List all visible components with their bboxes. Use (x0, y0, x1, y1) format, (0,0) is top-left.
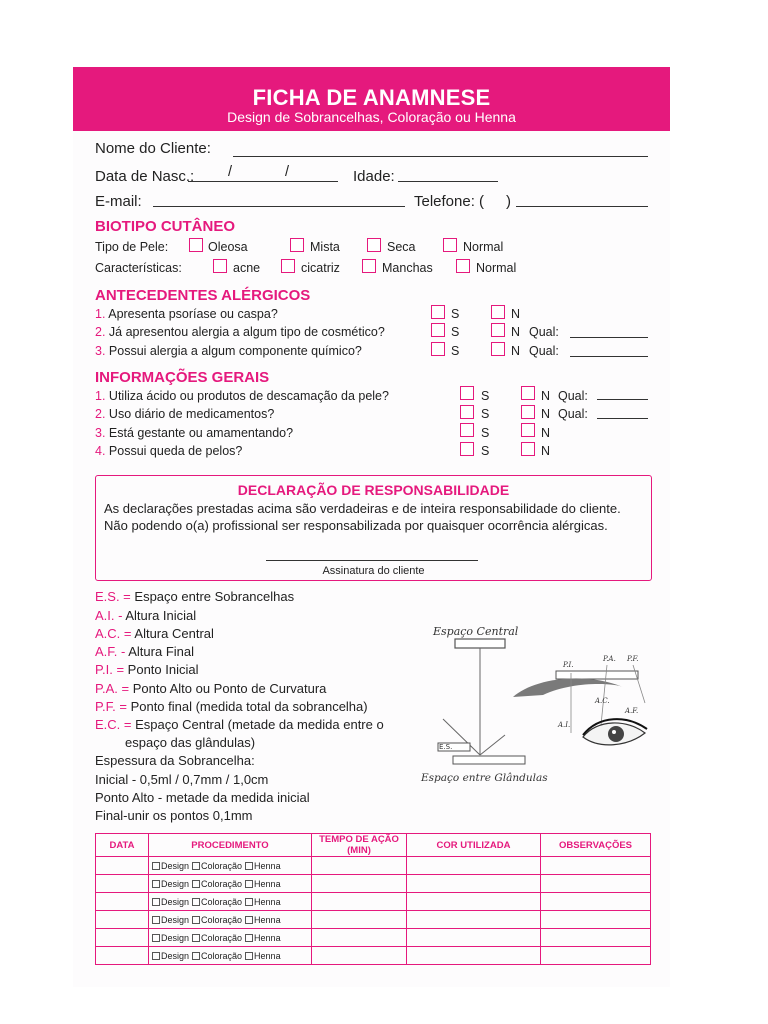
date-cell[interactable] (96, 893, 149, 911)
phone-paren: ) (506, 193, 511, 210)
eye-iris (608, 726, 624, 742)
legend-item: E.C. = Espaço Central (metade da medida entre o (95, 717, 384, 732)
table-row (96, 893, 651, 911)
declaration-title: DECLARAÇÃO DE RESPONSABILIDADE (237, 482, 510, 498)
skin-option: Normal (463, 240, 504, 254)
pa-label: P.A. (603, 655, 616, 663)
af-label: A.F. (625, 707, 639, 715)
action-time-cell[interactable] (312, 929, 407, 947)
trait-acne-checkbox[interactable] (213, 259, 227, 273)
color-cell[interactable] (407, 947, 541, 965)
procedure-option-label: Henna (254, 896, 281, 907)
col-header-notes: OBSERVAÇÕES (541, 834, 651, 857)
anamnesis-form (73, 67, 670, 987)
allergy-3-no-checkbox[interactable] (491, 342, 505, 356)
general-1-no-checkbox[interactable] (521, 386, 535, 400)
general-question-4: 4. Possui queda de pelos? (95, 444, 243, 458)
yes-label: S (451, 344, 460, 358)
procedure-cell (149, 911, 312, 929)
action-time-cell[interactable] (312, 893, 407, 911)
table-row (96, 875, 651, 893)
trait-normal-checkbox[interactable] (456, 259, 470, 273)
procedure-option-label: Design (161, 914, 190, 925)
procedure-option-checkbox[interactable] (152, 880, 160, 888)
procedure-table-body (96, 857, 651, 965)
procedure-option-label: Coloração (201, 914, 243, 925)
general-1-which-field[interactable] (597, 399, 648, 400)
es-label: E.S. (439, 743, 453, 751)
procedure-option-label: Coloração (201, 950, 243, 961)
form-subtitle: Design de Sobrancelhas, Coloração ou Henna (227, 109, 516, 125)
allergy-3-which-field[interactable] (570, 356, 648, 357)
yes-label: S (481, 426, 490, 440)
email-field[interactable] (153, 206, 405, 207)
color-cell[interactable] (407, 857, 541, 875)
general-3-yes-checkbox[interactable] (460, 423, 474, 437)
procedure-option-label: Henna (254, 950, 281, 961)
legend-ec-continuation: espaço das glândulas) (125, 735, 256, 750)
legend-item: A.I. - Altura Inicial (95, 608, 197, 623)
procedure-option-checkbox[interactable] (245, 952, 253, 960)
birth-date-label: Data de Nasc.: (95, 168, 195, 185)
trait-spots-checkbox[interactable] (362, 259, 376, 273)
trait-option: Normal (476, 261, 517, 275)
notes-cell[interactable] (541, 875, 651, 893)
allergy-2-yes-checkbox[interactable] (431, 323, 445, 337)
procedure-option-checkbox[interactable] (192, 916, 200, 924)
which-label: Qual: (558, 389, 588, 403)
procedure-option-checkbox[interactable] (152, 916, 160, 924)
procedure-option-checkbox[interactable] (192, 934, 200, 942)
yes-label: S (481, 407, 490, 421)
allergy-title: ANTECEDENTES ALÉRGICOS (95, 287, 311, 304)
procedure-cell (149, 857, 312, 875)
no-label: N (541, 426, 551, 440)
procedure-option-checkbox[interactable] (245, 880, 253, 888)
legend-item: P.A. = Ponto Alto ou Ponto de Curvatura (95, 681, 327, 696)
no-label: N (541, 389, 551, 403)
action-time-cell[interactable] (312, 911, 407, 929)
general-question-3: 3. Está gestante ou amamentando? (95, 426, 294, 440)
signature-label: Assinatura do cliente (322, 565, 425, 577)
table-row (96, 857, 651, 875)
yes-label: S (481, 389, 490, 403)
allergy-2-which-field[interactable] (570, 337, 648, 338)
general-2-no-checkbox[interactable] (521, 405, 535, 419)
skin-option: Seca (387, 240, 416, 254)
brow-length-marker (556, 671, 638, 679)
procedure-option-checkbox[interactable] (245, 934, 253, 942)
color-cell[interactable] (407, 875, 541, 893)
procedure-option-label: Coloração (201, 878, 243, 889)
action-time-cell[interactable] (312, 857, 407, 875)
general-1-yes-checkbox[interactable] (460, 386, 474, 400)
procedure-option-checkbox[interactable] (152, 898, 160, 906)
eyebrow-shape (513, 678, 623, 697)
signature-line[interactable] (266, 560, 478, 561)
skin-option: Oleosa (208, 240, 248, 254)
allergy-question-2: 2. Já apresentou alergia a algum tipo de cosmético? (95, 325, 385, 339)
procedure-option-label: Coloração (201, 860, 243, 871)
birth-date-field[interactable] (188, 181, 338, 182)
col-header-date: DATA (96, 834, 149, 857)
traits-label: Características: (95, 261, 182, 275)
skin-dry-checkbox[interactable] (367, 238, 381, 252)
which-label: Qual: (529, 325, 559, 339)
date-cell[interactable] (96, 857, 149, 875)
yes-label: S (481, 444, 490, 458)
legend-item: E.S. = Espaço entre Sobrancelhas (95, 589, 295, 604)
procedure-option-label: Design (161, 932, 190, 943)
allergy-2-no-checkbox[interactable] (491, 323, 505, 337)
trait-option: Manchas (382, 261, 433, 275)
table-header-row (96, 834, 651, 857)
procedure-option-label: Design (161, 950, 190, 961)
date-separator: / (285, 164, 290, 180)
procedure-option-label: Coloração (201, 896, 243, 907)
notes-cell[interactable] (541, 857, 651, 875)
action-time-cell[interactable] (312, 947, 407, 965)
procedure-option-checkbox[interactable] (245, 862, 253, 870)
procedure-option-checkbox[interactable] (192, 952, 200, 960)
skin-mixed-checkbox[interactable] (290, 238, 304, 252)
pi-label: P.I. (563, 661, 574, 669)
procedure-cell (149, 947, 312, 965)
allergy-question-1: 1. Apresenta psoríase ou caspa? (95, 307, 278, 321)
col-header-color: COR UTILIZADA (407, 834, 541, 857)
procedure-option-label: Henna (254, 878, 281, 889)
procedure-option-checkbox[interactable] (192, 880, 200, 888)
color-cell[interactable] (407, 929, 541, 947)
thickness-label: Espessura da Sobrancelha: (95, 753, 255, 768)
eyebrow-diagram (413, 615, 653, 795)
age-label: Idade: (353, 168, 395, 185)
email-label: E-mail: (95, 193, 142, 210)
client-name-field[interactable] (233, 156, 648, 157)
allergy-3-yes-checkbox[interactable] (431, 342, 445, 356)
central-space-label: Espaço Central (433, 625, 519, 638)
procedure-cell (149, 929, 312, 947)
glands-marker (453, 756, 525, 764)
table-row (96, 929, 651, 947)
date-cell[interactable] (96, 929, 149, 947)
procedure-option-label: Coloração (201, 932, 243, 943)
thickness-initial: Inicial - 0,5ml / 0,7mm / 1,0cm (95, 772, 269, 787)
general-3-no-checkbox[interactable] (521, 423, 535, 437)
phone-label: Telefone: ( (414, 193, 485, 210)
ai-label: A.I. (558, 721, 571, 729)
procedure-cell (149, 875, 312, 893)
legend-item: P.F. = Ponto final (medida total da sobrancelha) (95, 699, 368, 714)
skin-normal-checkbox[interactable] (443, 238, 457, 252)
no-label: N (511, 307, 521, 321)
procedure-option-checkbox[interactable] (152, 862, 160, 870)
general-4-yes-checkbox[interactable] (460, 442, 474, 456)
procedure-option-label: Henna (254, 914, 281, 925)
no-label: N (511, 344, 521, 358)
procedure-option-label: Henna (254, 860, 281, 871)
procedure-cell (149, 893, 312, 911)
skin-oily-checkbox[interactable] (189, 238, 203, 252)
action-time-cell[interactable] (312, 875, 407, 893)
notes-cell[interactable] (541, 893, 651, 911)
pf-label: P.F. (627, 655, 639, 663)
date-cell[interactable] (96, 911, 149, 929)
yes-label: S (451, 325, 460, 339)
procedure-option-label: Design (161, 878, 190, 889)
general-question-2: 2. Uso diário de medicamentos? (95, 407, 275, 421)
allergy-1-no-checkbox[interactable] (491, 305, 505, 319)
general-question-1: 1. Utiliza ácido ou produtos de descamação da pele? (95, 389, 389, 403)
trait-option: acne (233, 261, 261, 275)
color-cell[interactable] (407, 911, 541, 929)
age-field[interactable] (398, 181, 498, 182)
skin-option: Mista (310, 240, 340, 254)
legend-item: A.F. - Altura Final (95, 644, 194, 659)
general-2-which-field[interactable] (597, 418, 648, 419)
form-title: FICHA DE ANAMNESE (252, 85, 491, 110)
client-name-label: Nome do Cliente: (95, 140, 211, 157)
allergy-question-3: 3. Possui alergia a algum componente químico? (95, 344, 362, 358)
date-cell[interactable] (96, 947, 149, 965)
yes-label: S (451, 307, 460, 321)
table-row (96, 947, 651, 965)
which-label: Qual: (529, 344, 559, 358)
legend-item: A.C. = Altura Central (95, 626, 214, 641)
no-label: N (511, 325, 521, 339)
col-header-action-time: TEMPO DE AÇÃO (MIN) (312, 834, 407, 857)
which-label: Qual: (558, 407, 588, 421)
ac-label: A.C. (595, 697, 610, 705)
glands-space-label: Espaço entre Glândulas (421, 772, 548, 784)
procedure-option-checkbox[interactable] (245, 916, 253, 924)
allergy-1-yes-checkbox[interactable] (431, 305, 445, 319)
notes-cell[interactable] (541, 947, 651, 965)
procedure-option-checkbox[interactable] (192, 898, 200, 906)
col-header-procedure: PROCEDIMENTO (149, 834, 312, 857)
no-label: N (541, 444, 551, 458)
procedure-option-checkbox[interactable] (245, 898, 253, 906)
procedure-option-label: Design (161, 860, 190, 871)
thickness-high-point: Ponto Alto - metade da medida inicial (95, 790, 310, 805)
trait-option: cicatriz (301, 261, 340, 275)
procedure-option-checkbox[interactable] (192, 862, 200, 870)
procedure-table (95, 833, 651, 965)
declaration-text: As declarações prestadas acima são verdadeiras e de inteira responsabilidade do cliente. Não podendo o(a) profissional ser responsabilizada por quaisquer ocorrência alérgicas. (104, 501, 621, 533)
phone-field[interactable] (516, 206, 648, 207)
form-header (73, 67, 670, 131)
procedure-option-checkbox[interactable] (152, 934, 160, 942)
legend-item: P.I. = Ponto Inicial (95, 662, 199, 677)
procedure-option-checkbox[interactable] (152, 952, 160, 960)
date-separator: / (228, 164, 233, 180)
date-cell[interactable] (96, 875, 149, 893)
declaration-box (95, 475, 652, 581)
general-4-no-checkbox[interactable] (521, 442, 535, 456)
notes-cell[interactable] (541, 929, 651, 947)
no-label: N (541, 407, 551, 421)
thickness-final: Final-unir os pontos 0,1mm (95, 808, 253, 823)
procedure-option-label: Henna (254, 932, 281, 943)
skin-type-label: Tipo de Pele: (95, 240, 169, 254)
central-space-marker (455, 639, 505, 648)
procedure-option-label: Design (161, 896, 190, 907)
color-cell[interactable] (407, 893, 541, 911)
notes-cell[interactable] (541, 911, 651, 929)
table-row (96, 911, 651, 929)
biotipo-title: BIOTIPO CUTÂNEO (95, 218, 236, 235)
trait-scar-checkbox[interactable] (281, 259, 295, 273)
general-2-yes-checkbox[interactable] (460, 405, 474, 419)
general-title: INFORMAÇÕES GERAIS (95, 369, 270, 386)
